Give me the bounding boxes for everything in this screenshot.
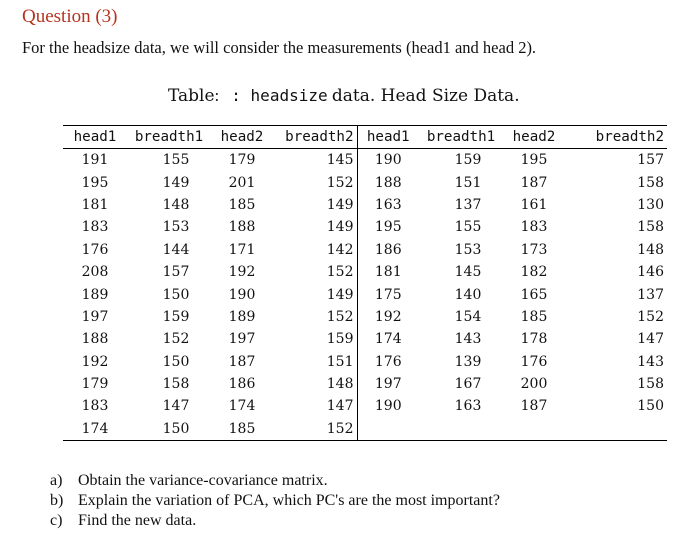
table-cell: 186 [228, 376, 256, 393]
table-cell: 149 [273, 194, 357, 216]
table-cell: 183 [81, 219, 109, 236]
table-cell: 147 [273, 395, 357, 417]
table-cell: 175 [374, 286, 402, 303]
table-row [63, 306, 667, 328]
table-cell: 144 [162, 241, 190, 258]
table-cell: 155 [454, 219, 482, 236]
table-cell: 152 [273, 418, 357, 441]
column-header-breadth2: breadth2 [565, 126, 667, 149]
table-cell [503, 418, 565, 441]
question-title: Question (3) [22, 6, 118, 27]
table-cell: 153 [454, 241, 482, 258]
table-cell: 148 [637, 241, 664, 258]
table-cell: 197 [228, 331, 256, 348]
table-cell: 151 [273, 351, 357, 373]
table-cell: 152 [273, 306, 357, 328]
table-cell: 186 [374, 241, 402, 258]
caption-mono-title: : headsize [231, 86, 328, 105]
table-row [63, 328, 667, 350]
table-cell: 195 [374, 219, 402, 236]
table-row [63, 351, 667, 373]
table-cell: 154 [454, 308, 482, 325]
table-cell: 182 [520, 264, 548, 281]
table-cell: 173 [520, 241, 548, 258]
table-cell: 192 [374, 308, 402, 325]
table-row [63, 171, 667, 193]
table-cell: 190 [228, 286, 256, 303]
table-cell: 174 [374, 331, 402, 348]
table-cell: 139 [454, 353, 482, 370]
table-cell: 192 [228, 264, 256, 281]
table-cell: 130 [637, 196, 664, 213]
table-cell: 150 [162, 353, 190, 370]
table-cell: 159 [454, 152, 482, 169]
table-cell: 176 [520, 353, 548, 370]
caption-text: data. Head Size Data. [331, 86, 520, 106]
column-header-head1: head1 [63, 126, 127, 149]
table-row [63, 149, 667, 172]
table-cell: 167 [454, 376, 482, 393]
caption-colon: : [214, 86, 220, 105]
column-header-head2: head2 [503, 126, 565, 149]
column-header-breadth1: breadth1 [419, 126, 503, 149]
table-cell: 146 [637, 264, 664, 281]
table-cell: 171 [228, 241, 256, 258]
table-cell: 145 [273, 149, 357, 172]
table-row [63, 373, 667, 395]
question-text: Obtain the variance-covariance matrix. [78, 472, 328, 489]
table-cell: 188 [374, 174, 402, 191]
column-header-breadth1: breadth1 [127, 126, 211, 149]
table-cell: 147 [162, 398, 190, 415]
table-cell: 153 [162, 219, 190, 236]
table-cell: 158 [162, 376, 190, 393]
table-cell: 152 [637, 308, 664, 325]
table-cell: 150 [637, 398, 664, 415]
table-cell: 195 [520, 152, 548, 169]
table-row [63, 418, 667, 441]
table-cell: 152 [273, 171, 357, 193]
headsize-table [63, 125, 667, 441]
table-cell: 208 [81, 264, 109, 281]
table-cell: 143 [454, 331, 482, 348]
table-cell: 179 [81, 376, 109, 393]
table-cell: 201 [228, 174, 256, 191]
table-cell: 174 [228, 398, 256, 415]
table-row [63, 239, 667, 261]
table-cell: 187 [228, 353, 256, 370]
table-caption [168, 86, 520, 106]
table-cell: 192 [81, 353, 109, 370]
table-cell: 185 [520, 308, 548, 325]
table-cell: 181 [374, 264, 402, 281]
table-cell: 148 [273, 373, 357, 395]
table-header-row [63, 126, 667, 149]
table-cell [357, 418, 419, 441]
column-header-breadth2: breadth2 [273, 126, 357, 149]
table-cell: 191 [81, 152, 109, 169]
question-list [50, 471, 500, 531]
table-cell: 142 [273, 239, 357, 261]
table-cell: 163 [374, 196, 402, 213]
table-cell: 148 [162, 196, 190, 213]
table-cell: 143 [637, 353, 664, 370]
table-cell: 149 [162, 174, 190, 191]
table-row [63, 194, 667, 216]
table-cell: 158 [637, 174, 664, 191]
table-row [63, 261, 667, 283]
table-cell: 151 [454, 174, 482, 191]
table-cell: 152 [162, 331, 190, 348]
table-cell: 137 [454, 196, 482, 213]
table-row [63, 395, 667, 417]
table-cell: 159 [162, 308, 190, 325]
table-cell [565, 418, 667, 441]
question-text: Explain the variation of PCA, which PC's are the most important? [78, 492, 500, 509]
table-cell: 158 [637, 219, 664, 236]
table-cell: 188 [81, 331, 109, 348]
table-cell: 157 [162, 264, 190, 281]
table-cell: 189 [228, 308, 256, 325]
table-cell: 183 [520, 219, 548, 236]
question-label: c) [50, 512, 63, 529]
table-cell: 187 [520, 174, 548, 191]
table-cell: 176 [81, 241, 109, 258]
table-cell: 157 [637, 152, 664, 169]
table-row [63, 216, 667, 238]
table-cell [419, 418, 503, 441]
question-text: Find the new data. [78, 512, 197, 529]
intro-text: For the headsize data, we will consider the measurements (head1 and head 2). [22, 38, 537, 57]
table-cell: 200 [520, 376, 548, 393]
table-cell: 174 [63, 418, 127, 441]
table-cell: 195 [81, 174, 109, 191]
table-cell: 185 [211, 418, 273, 441]
table-cell: 165 [520, 286, 548, 303]
table-cell: 183 [81, 398, 109, 415]
table-cell: 161 [520, 196, 548, 213]
table-cell: 147 [637, 331, 664, 348]
table-cell: 149 [273, 216, 357, 238]
table-cell: 140 [454, 286, 482, 303]
table-cell: 150 [162, 286, 190, 303]
table-body [63, 149, 667, 441]
table-cell: 145 [454, 264, 482, 281]
table-cell: 197 [374, 376, 402, 393]
table-cell: 176 [374, 353, 402, 370]
table-cell: 137 [637, 286, 664, 303]
table-cell: 187 [520, 398, 548, 415]
table-cell: 178 [520, 331, 548, 348]
table-cell: 189 [81, 286, 109, 303]
column-header-head1: head1 [357, 126, 419, 149]
question-item [50, 491, 500, 511]
column-header-head2: head2 [211, 126, 273, 149]
table-cell: 190 [374, 398, 402, 415]
table-cell: 179 [228, 152, 256, 169]
table-cell: 149 [273, 283, 357, 305]
table-cell: 152 [273, 261, 357, 283]
table-cell: 159 [273, 328, 357, 350]
table-cell: 158 [637, 376, 664, 393]
table-cell: 197 [81, 308, 109, 325]
question-label: a) [50, 472, 63, 489]
question-label: b) [50, 492, 64, 509]
table-cell: 155 [162, 152, 190, 169]
table-cell: 190 [374, 152, 402, 169]
question-item [50, 511, 500, 531]
table-cell: 188 [228, 219, 256, 236]
caption-label: Table [168, 86, 215, 106]
table-cell: 150 [127, 418, 211, 441]
table-cell: 163 [454, 398, 482, 415]
table-cell: 185 [228, 196, 256, 213]
question-item [50, 471, 500, 491]
table-cell: 181 [81, 196, 109, 213]
table-row [63, 283, 667, 305]
